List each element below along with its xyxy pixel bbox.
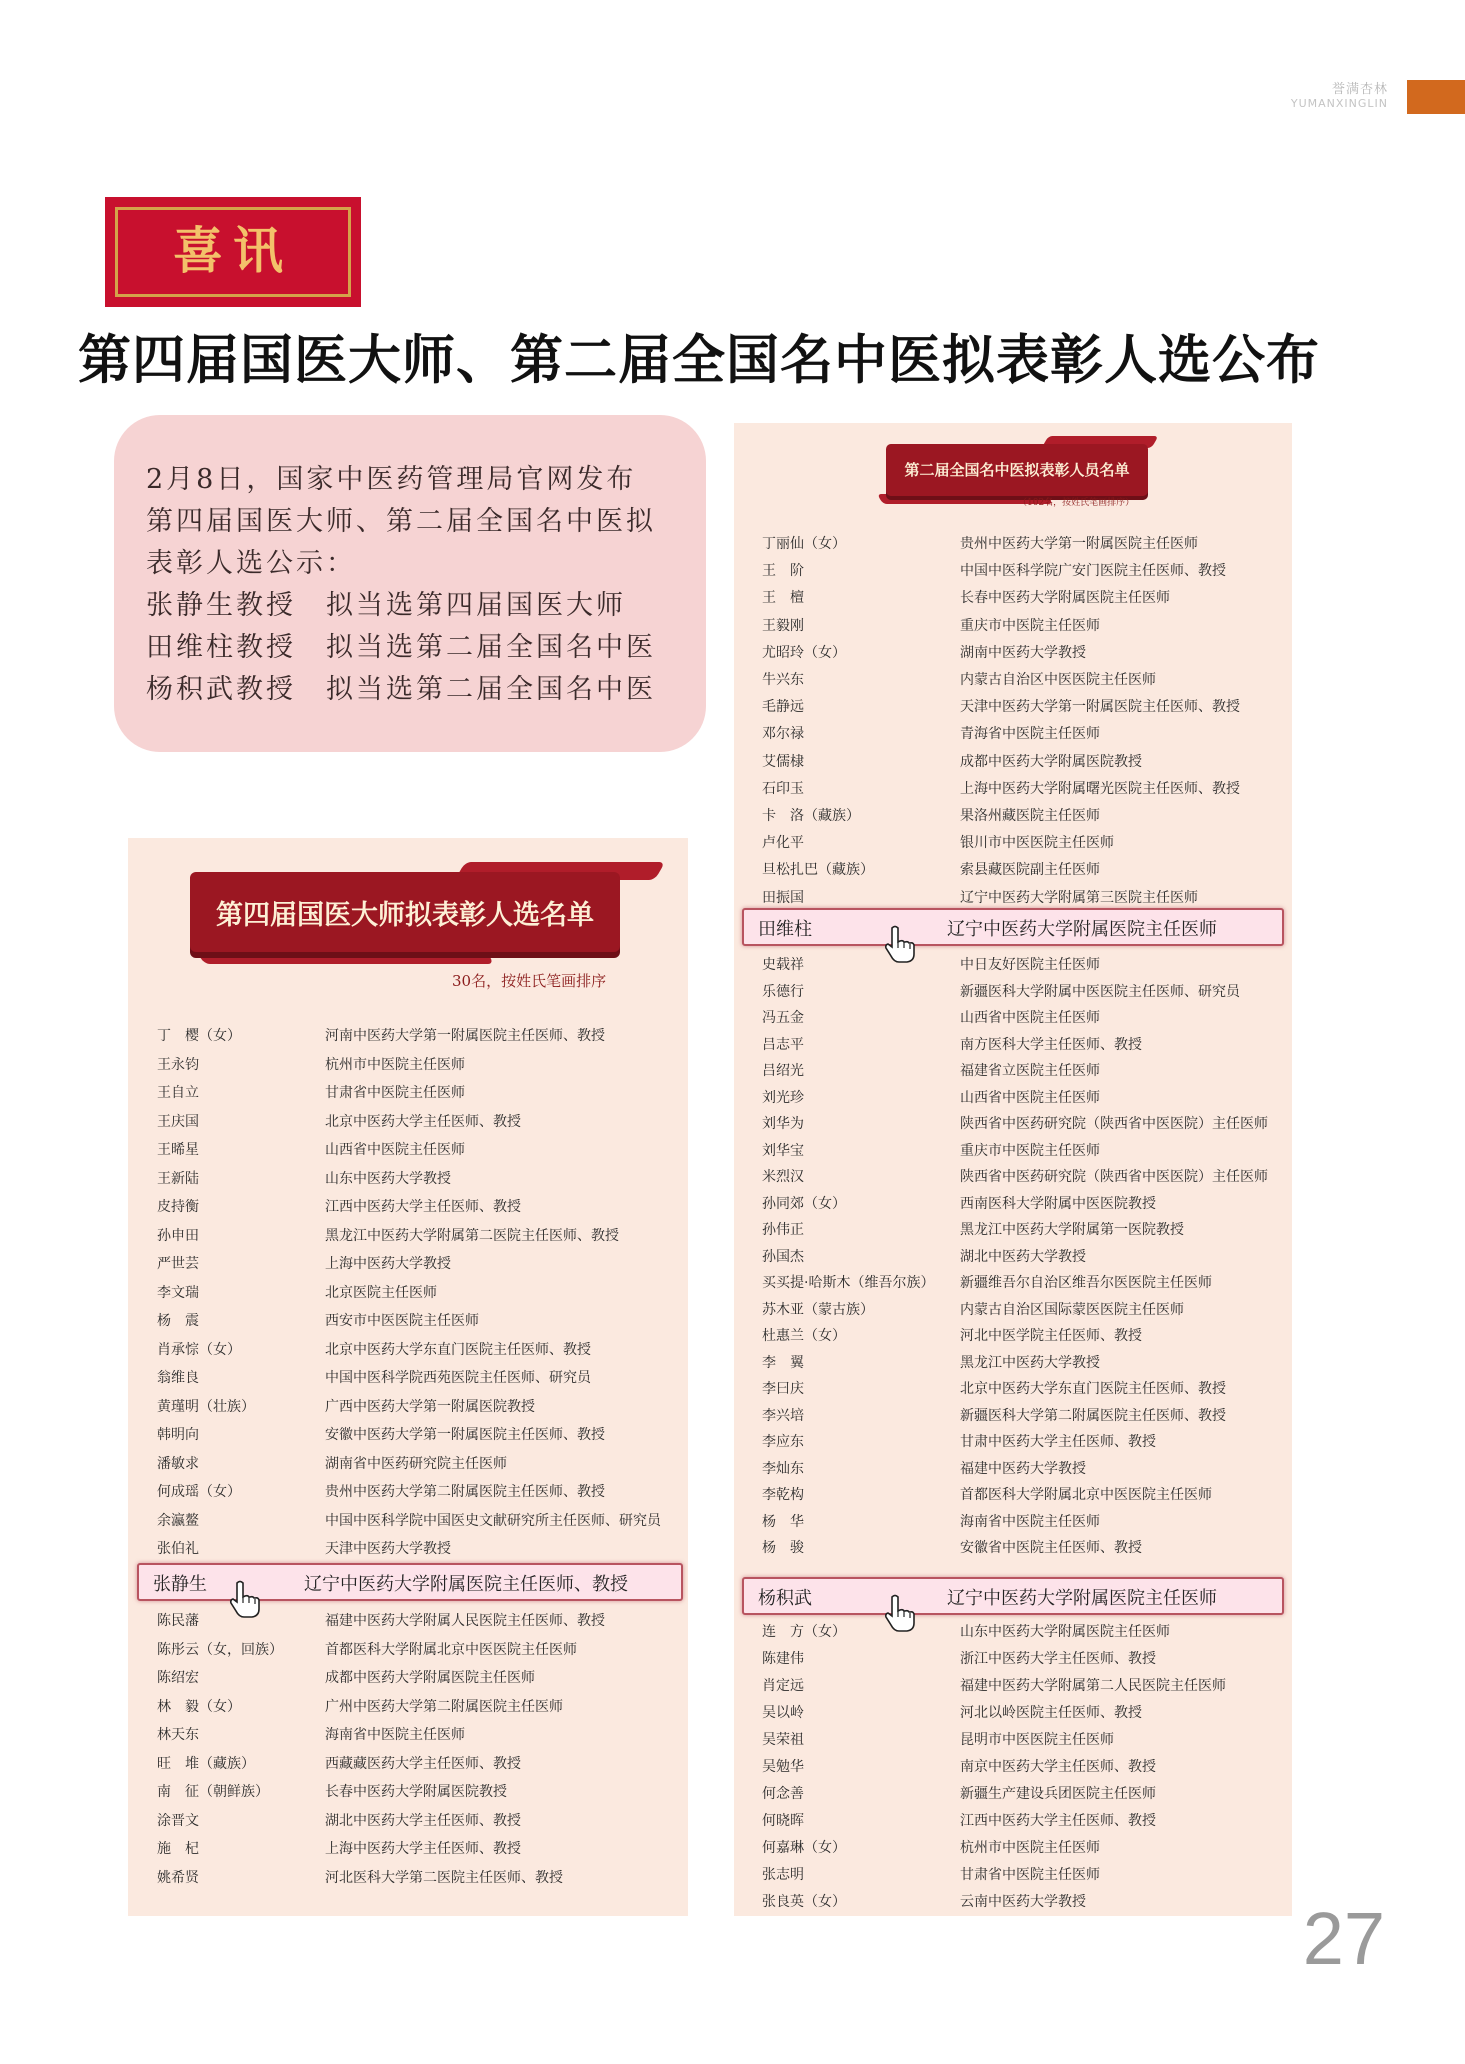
person-affiliation: 新疆医科大学第二附属医院主任医师、教授 [960,1408,1226,1424]
intro-line: 杨积武教授 拟当选第二届全国名中医 [146,674,656,705]
person-name: 卢化平 [762,835,804,851]
person-name: 陈建伟 [762,1651,804,1667]
person-affiliation: 昆明市中医医院主任医师 [960,1732,1114,1748]
person-affiliation: 江西中医药大学主任医师、教授 [325,1199,521,1215]
person-affiliation: 新疆医科大学附属中医医院主任医师、研究员 [960,984,1240,1000]
person-affiliation: 山东中医药大学附属医院主任医师 [960,1624,1170,1640]
person-affiliation: 辽宁中医药大学附属医院主任医师 [947,1588,1217,1609]
person-name: 孙国杰 [762,1249,804,1265]
person-name: 刘华为 [762,1116,804,1132]
person-affiliation: 福建中医药大学附属人民医院主任医师、教授 [325,1613,605,1629]
person-affiliation: 黑龙江中医药大学教授 [960,1355,1100,1371]
person-name: 王 檀 [762,590,804,606]
person-name: 杨 骏 [762,1540,804,1556]
masters-list-title: 第四届国医大师拟表彰人选名单 [216,900,594,931]
person-name: 王自立 [157,1085,199,1101]
person-name: 肖定远 [762,1678,804,1694]
person-affiliation: 上海中医药大学附属曙光医院主任医师、教授 [960,781,1240,797]
person-affiliation: 河北医科大学第二医院主任医师、教授 [325,1870,563,1886]
person-affiliation: 浙江中医药大学主任医师、教授 [960,1651,1156,1667]
person-name: 吴以岭 [762,1705,804,1721]
person-affiliation: 陕西省中医药研究院（陕西省中医医院）主任医师 [960,1116,1268,1132]
person-affiliation: 新疆生产建设兵团医院主任医师 [960,1786,1156,1802]
person-affiliation: 海南省中医院主任医师 [960,1514,1100,1530]
person-name: 艾儒棣 [762,754,804,770]
person-affiliation: 安徽省中医院主任医师、教授 [960,1540,1142,1556]
person-affiliation: 果洛州藏医院主任医师 [960,808,1100,824]
person-name: 潘敏求 [157,1456,199,1472]
person-name: 丁丽仙（女） [762,536,846,552]
person-affiliation: 广州中医药大学第二附属医院主任医师 [325,1699,563,1715]
person-affiliation: 天津中医药大学第一附属医院主任医师、教授 [960,699,1240,715]
person-name: 牛兴东 [762,672,804,688]
person-affiliation: 山西省中医院主任医师 [960,1010,1100,1026]
person-affiliation: 北京中医药大学东直门医院主任医师、教授 [960,1381,1226,1397]
person-affiliation: 甘肃省中医院主任医师 [960,1867,1100,1883]
person-name: 陈绍宏 [157,1670,199,1686]
person-name: 孙同郊（女） [762,1196,846,1212]
person-name: 吕绍光 [762,1063,804,1079]
person-name: 黄瑾明（壮族） [157,1399,255,1415]
person-name: 李 翼 [762,1355,804,1371]
person-affiliation: 成都中医药大学附属医院教授 [960,754,1142,770]
person-affiliation: 辽宁中医药大学附属医院主任医师、教授 [304,1574,628,1595]
person-name: 石印玉 [762,781,804,797]
page-title: 第四届国医大师、第二届全国名中医拟表彰人选公布 [78,329,1320,391]
person-affiliation: 首都医科大学附属北京中医医院主任医师 [325,1642,577,1658]
person-name: 涂晋文 [157,1813,199,1829]
person-name: 施 杞 [157,1841,199,1857]
person-affiliation: 海南省中医院主任医师 [325,1727,465,1743]
person-affiliation: 辽宁中医药大学附属医院主任医师 [947,919,1217,940]
person-affiliation: 山西省中医院主任医师 [960,1090,1100,1106]
person-affiliation: 贵州中医药大学第一附属医院主任医师 [960,536,1198,552]
person-name: 吴荣祖 [762,1732,804,1748]
person-affiliation: 中国中医科学院中国医史文献研究所主任医师、研究员 [325,1513,661,1529]
person-affiliation: 南方医科大学主任医师、教授 [960,1037,1142,1053]
person-name: 刘光珍 [762,1090,804,1106]
person-affiliation: 重庆市中医院主任医师 [960,1143,1100,1159]
person-name: 史载祥 [762,957,804,973]
person-affiliation: 辽宁中医药大学附属第三医院主任医师 [960,890,1198,906]
brand-accent-bar [1407,80,1465,114]
person-affiliation: 山西省中医院主任医师 [325,1142,465,1158]
person-name: 刘华宝 [762,1143,804,1159]
person-affiliation: 中国中医科学院广安门医院主任医师、教授 [960,563,1226,579]
person-name: 陈彤云（女，回族） [157,1642,283,1658]
person-name: 张静生 [153,1574,207,1595]
person-name: 毛静远 [762,699,804,715]
person-name: 陈民藩 [157,1613,199,1629]
person-name: 李文瑞 [157,1285,199,1301]
person-name: 连 方（女） [762,1624,846,1640]
person-affiliation: 西安市中医医院主任医师 [325,1313,479,1329]
person-affiliation: 广西中医药大学第一附属医院教授 [325,1399,535,1415]
person-name: 旦松扎巴（藏族） [762,862,874,878]
intro-line: 第四届国医大师、第二届全国名中医拟 [146,506,656,537]
person-name: 杨积武 [758,1588,812,1609]
banner-ribbon [196,950,494,964]
person-affiliation: 湖南中医药大学教授 [960,645,1086,661]
person-affiliation: 中日友好医院主任医师 [960,957,1100,973]
person-affiliation: 长春中医药大学附属医院教授 [325,1784,507,1800]
person-name: 吴勉华 [762,1759,804,1775]
person-affiliation: 江西中医药大学主任医师、教授 [960,1813,1156,1829]
person-affiliation: 黑龙江中医药大学附属第二医院主任医师、教授 [325,1228,619,1244]
person-affiliation: 索县藏医院副主任医师 [960,862,1100,878]
person-name: 王 阶 [762,563,804,579]
person-name: 韩明向 [157,1427,199,1443]
badge-label: 喜讯 [173,221,293,280]
person-name: 乐德行 [762,984,804,1000]
person-name: 李灿东 [762,1461,804,1477]
person-name: 丁 樱（女） [157,1028,241,1044]
famous-doctors-list-title: 第二届全国名中医拟表彰人员名单 [904,461,1130,479]
person-name: 尤昭玲（女） [762,645,846,661]
person-affiliation: 福建省立医院主任医师 [960,1063,1100,1079]
brand-name-pinyin: YUMANXINGLIN [1290,97,1388,110]
person-name: 孙申田 [157,1228,199,1244]
person-affiliation: 黑龙江中医药大学附属第一医院教授 [960,1222,1184,1238]
person-affiliation: 西南医科大学附属中医医院教授 [960,1196,1156,1212]
person-affiliation: 甘肃省中医院主任医师 [325,1085,465,1101]
person-name: 王晞星 [157,1142,199,1158]
person-name: 王新陆 [157,1171,199,1187]
person-name: 卡 洛（藏族） [762,808,860,824]
person-affiliation: 内蒙古自治区国际蒙医医院主任医师 [960,1302,1184,1318]
person-affiliation: 中国中医科学院西苑医院主任医师、研究员 [325,1370,591,1386]
highlighted-row [742,1577,1284,1615]
person-affiliation: 首都医科大学附属北京中医医院主任医师 [960,1487,1212,1503]
person-name: 杜惠兰（女） [762,1328,846,1344]
person-affiliation: 成都中医药大学附属医院主任医师 [325,1670,535,1686]
person-name: 何成瑶（女） [157,1484,241,1500]
person-name: 肖承悰（女） [157,1342,241,1358]
person-name: 买买提·哈斯木（维吾尔族） [762,1275,935,1291]
news-badge [105,197,361,307]
person-name: 李乾构 [762,1487,804,1503]
person-affiliation: 西藏藏医药大学主任医师、教授 [325,1756,521,1772]
person-affiliation: 北京医院主任医师 [325,1285,437,1301]
person-name: 何嘉琳（女） [762,1840,846,1856]
person-affiliation: 杭州市中医院主任医师 [325,1057,465,1073]
person-affiliation: 北京中医药大学主任医师、教授 [325,1114,521,1130]
person-affiliation: 贵州中医药大学第二附属医院主任医师、教授 [325,1484,605,1500]
intro-line: 2月8日，国家中医药管理局官网发布 [146,464,637,495]
page-number: 27 [1302,1897,1385,1980]
person-name: 严世芸 [157,1256,199,1272]
pointer-hand-icon [882,924,918,968]
brand-name: 誉满杏林 [1331,82,1388,97]
person-affiliation: 重庆市中医院主任医师 [960,618,1100,634]
person-affiliation: 湖北中医药大学教授 [960,1249,1086,1265]
person-name: 姚希贤 [157,1870,199,1886]
person-affiliation: 银川市中医医院主任医师 [960,835,1114,851]
person-name: 苏木亚（蒙古族） [762,1302,874,1318]
person-affiliation: 福建中医药大学附属第二人民医院主任医师 [960,1678,1226,1694]
person-name: 旺 堆（藏族） [157,1756,255,1772]
person-name: 林 毅（女） [157,1699,241,1715]
person-name: 李兴培 [762,1408,804,1424]
person-affiliation: 青海省中医院主任医师 [960,726,1100,742]
person-affiliation: 天津中医药大学教授 [325,1541,451,1557]
person-affiliation: 新疆维吾尔自治区维吾尔医医院主任医师 [960,1275,1212,1291]
person-affiliation: 内蒙古自治区中医医院主任医师 [960,672,1156,688]
person-name: 何晓晖 [762,1813,804,1829]
person-name: 张志明 [762,1867,804,1883]
highlighted-row [742,908,1284,946]
person-name: 孙伟正 [762,1222,804,1238]
person-name: 吕志平 [762,1037,804,1053]
person-name: 李应东 [762,1434,804,1450]
person-name: 翁维良 [157,1370,199,1386]
person-name: 田维柱 [758,919,812,940]
person-name: 皮持衡 [157,1199,199,1215]
person-name: 邓尔禄 [762,726,804,742]
person-name: 杨 华 [762,1514,804,1530]
person-name: 冯五金 [762,1010,804,1026]
pointer-hand-icon [227,1579,263,1623]
person-affiliation: 陕西省中医药研究院（陕西省中医医院）主任医师 [960,1169,1268,1185]
person-affiliation: 杭州市中医院主任医师 [960,1840,1100,1856]
person-affiliation: 山东中医药大学教授 [325,1171,451,1187]
person-affiliation: 南京中医药大学主任医师、教授 [960,1759,1156,1775]
intro-line: 田维柱教授 拟当选第二届全国名中医 [146,632,656,663]
person-name: 何念善 [762,1786,804,1802]
person-name: 田振国 [762,890,804,906]
person-affiliation: 湖南省中医药研究院主任医师 [325,1456,507,1472]
person-name: 李曰庆 [762,1381,804,1397]
person-affiliation: 河北中医学院主任医师、教授 [960,1328,1142,1344]
person-name: 王永钧 [157,1057,199,1073]
person-affiliation: 安徽中医药大学第一附属医院主任医师、教授 [325,1427,605,1443]
highlighted-row [137,1563,683,1601]
masters-list-subtitle: 30名，按姓氏笔画排序 [452,972,607,990]
person-affiliation: 河南中医药大学第一附属医院主任医师、教授 [325,1028,605,1044]
person-name: 张伯礼 [157,1541,199,1557]
person-affiliation: 湖北中医药大学主任医师、教授 [325,1813,521,1829]
person-name: 余瀛鳌 [157,1513,199,1529]
person-affiliation: 上海中医药大学教授 [325,1256,451,1272]
person-affiliation: 云南中医药大学教授 [960,1894,1086,1910]
person-name: 王庆国 [157,1114,199,1130]
intro-line: 表彰人选公示： [146,548,356,579]
person-affiliation: 甘肃中医药大学主任医师、教授 [960,1434,1156,1450]
person-affiliation: 上海中医药大学主任医师、教授 [325,1841,521,1857]
person-name: 张良英（女） [762,1894,846,1910]
person-affiliation: 福建中医药大学教授 [960,1461,1086,1477]
person-name: 林天东 [157,1727,199,1743]
intro-box [114,415,706,752]
person-name: 南 征（朝鲜族） [157,1784,269,1800]
person-name: 米烈汉 [762,1169,804,1185]
person-affiliation: 北京中医药大学东直门医院主任医师、教授 [325,1342,591,1358]
person-affiliation: 河北以岭医院主任医师、教授 [960,1705,1142,1721]
person-name: 杨 震 [157,1313,199,1329]
pointer-hand-icon [882,1593,918,1637]
famous-doctors-list-subtitle: （102名，按姓氏笔画排序） [1018,498,1135,508]
person-affiliation: 长春中医药大学附属医院主任医师 [960,590,1170,606]
person-name: 王毅刚 [762,618,804,634]
intro-line: 张静生教授 拟当选第四届国医大师 [146,590,626,621]
